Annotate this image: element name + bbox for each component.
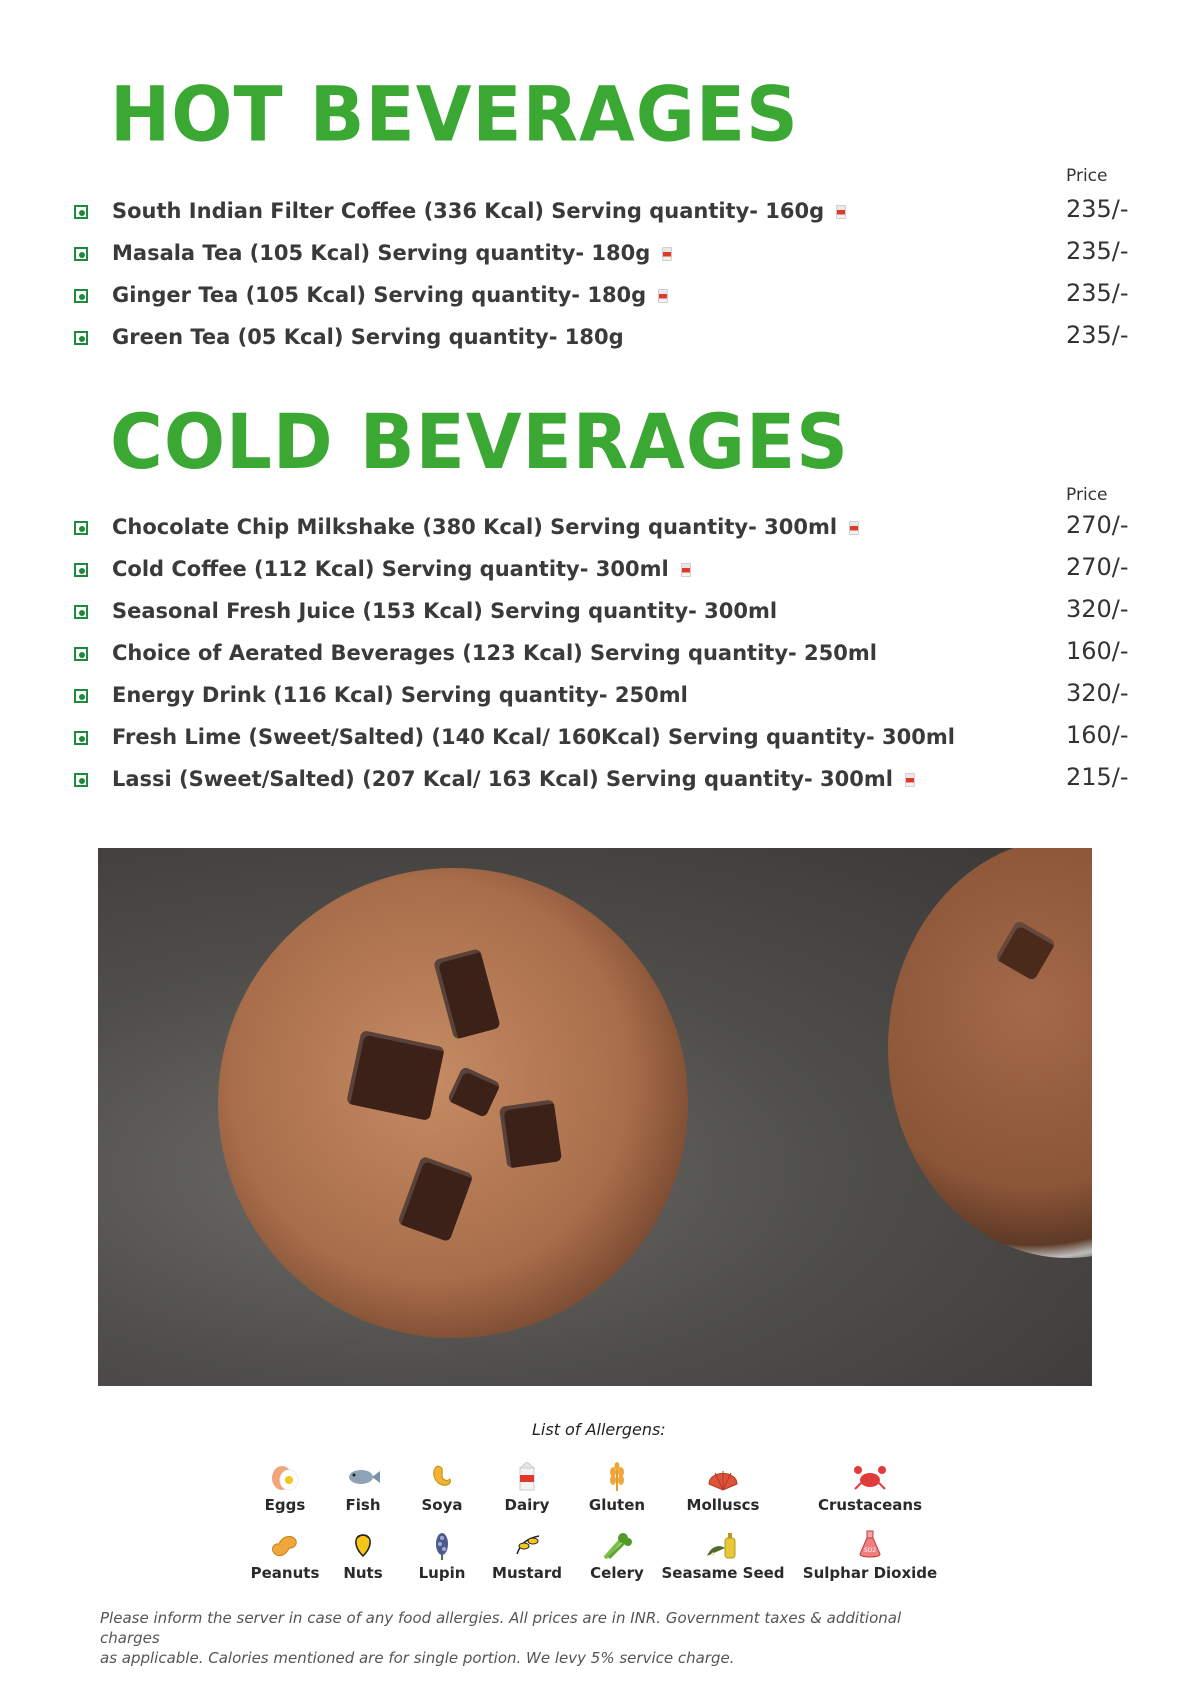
menu-item-price: 215/- [1066, 763, 1129, 791]
veg-mark-icon [74, 205, 88, 219]
allergen-label: Seasame Seed [661, 1564, 785, 1582]
menu-item-line [112, 725, 955, 749]
sesame-oil-icon [705, 1530, 741, 1560]
menu-item-line [112, 683, 688, 707]
menu-item-name: Energy Drink (116 Kcal) Serving quantity- 250ml [112, 683, 688, 707]
menu-item-line [112, 557, 691, 581]
veg-mark-icon [74, 605, 88, 619]
allergen-seasame-seed [648, 1530, 798, 1582]
allergens-title: List of Allergens: [532, 1420, 666, 1439]
wheat-icon [599, 1462, 635, 1492]
veg-mark-icon [74, 647, 88, 661]
cold-beverages-list [74, 509, 1154, 803]
menu-item-price: 160/- [1066, 637, 1129, 665]
veg-mark-icon [74, 563, 88, 577]
menu-item-price: 270/- [1066, 553, 1129, 581]
menu-item-price: 160/- [1066, 721, 1129, 749]
dairy-allergen-icon [658, 289, 668, 303]
allergen-label: Eggs [264, 1496, 306, 1514]
dairy-allergen-icon [836, 205, 846, 219]
veg-mark-icon [74, 289, 88, 303]
menu-item-name: Choice of Aerated Beverages (123 Kcal) Serving quantity- 250ml [112, 641, 877, 665]
menu-item [74, 509, 1154, 551]
flask-icon [852, 1530, 888, 1560]
menu-item-name: South Indian Filter Coffee (336 Kcal) Serving quantity- 160g [112, 199, 825, 223]
menu-item [74, 593, 1154, 635]
menu-item-price: 320/- [1066, 595, 1129, 623]
menu-item [74, 761, 1154, 803]
allergen-label: Fish [345, 1496, 381, 1514]
footnote [100, 1608, 930, 1668]
chocolate-chunk [499, 1099, 562, 1168]
allergen-label: Peanuts [250, 1564, 320, 1582]
cold-price-header: Price [1066, 485, 1108, 505]
menu-item-line [112, 641, 877, 665]
allergen-label: Lupin [418, 1564, 466, 1582]
hot-price-header: Price [1066, 166, 1108, 186]
mustard-icon [509, 1530, 545, 1560]
veg-mark-icon [74, 521, 88, 535]
menu-item [74, 319, 1154, 361]
dairy-allergen-icon [662, 247, 672, 261]
dairy-allergen-icon [849, 521, 859, 535]
footnote-line-2: as applicable. Calories mentioned are for single portion. We levy 5% service charge. [100, 1649, 735, 1667]
svg-text:SO2: SO2 [863, 1547, 877, 1554]
hot-beverages-title: HOT BEVERAGES [110, 69, 799, 159]
menu-item-price: 320/- [1066, 679, 1129, 707]
dairy-allergen-icon [681, 563, 691, 577]
menu-item-name: Green Tea (05 Kcal) Serving quantity- 180g [112, 325, 624, 349]
menu-item-price: 270/- [1066, 511, 1129, 539]
menu-item-line [112, 283, 668, 307]
allergen-label: Crustaceans [817, 1496, 923, 1514]
hot-beverages-list [74, 193, 1154, 361]
allergen-label: Soya [421, 1496, 463, 1514]
menu-item-price: 235/- [1066, 279, 1129, 307]
menu-item-name: Lassi (Sweet/Salted) (207 Kcal/ 163 Kcal) Serving quantity- 300ml [112, 767, 893, 791]
veg-mark-icon [74, 689, 88, 703]
cold-beverages-title: COLD BEVERAGES [110, 397, 850, 487]
menu-item [74, 193, 1154, 235]
shell-icon [705, 1462, 741, 1492]
menu-item-name: Ginger Tea (105 Kcal) Serving quantity- 180g [112, 283, 647, 307]
allergen-crustaceans [795, 1462, 945, 1514]
veg-mark-icon [74, 731, 88, 745]
allergen-label: Mustard [492, 1564, 562, 1582]
menu-item-line [112, 241, 672, 265]
menu-item [74, 277, 1154, 319]
allergen-sulphar-dioxide [795, 1530, 945, 1582]
menu-item-name: Seasonal Fresh Juice (153 Kcal) Serving quantity- 300ml [112, 599, 778, 623]
veg-mark-icon [74, 773, 88, 787]
menu-item-price: 235/- [1066, 321, 1129, 349]
menu-item-line [112, 199, 846, 223]
menu-item-line [112, 767, 915, 791]
crab-icon [852, 1462, 888, 1492]
allergen-label: Celery [590, 1564, 644, 1582]
allergen-label: Molluscs [686, 1496, 760, 1514]
second-milkshake-glass [888, 848, 1092, 1258]
footnote-line-1: Please inform the server in case of any food allergies. All prices are in INR. Government taxes & additional charges [100, 1609, 902, 1647]
veg-mark-icon [74, 247, 88, 261]
menu-item [74, 677, 1154, 719]
celery-icon [599, 1530, 635, 1560]
allergen-molluscs [648, 1462, 798, 1514]
menu-item-price: 235/- [1066, 237, 1129, 265]
menu-item [74, 235, 1154, 277]
veg-mark-icon [74, 331, 88, 345]
allergen-label: Nuts [343, 1564, 383, 1582]
menu-item [74, 719, 1154, 761]
menu-item-line [112, 325, 624, 349]
menu-item [74, 635, 1154, 677]
allergen-label: Gluten [588, 1496, 646, 1514]
allergen-label: Sulphar Dioxide [802, 1564, 938, 1582]
menu-item-name: Chocolate Chip Milkshake (380 Kcal) Serving quantity- 300ml [112, 515, 838, 539]
milkshake-photo [98, 848, 1092, 1386]
menu-item-name: Fresh Lime (Sweet/Salted) (140 Kcal/ 160Kcal) Serving quantity- 300ml [112, 725, 955, 749]
dairy-allergen-icon [905, 773, 915, 787]
allergen-label: Dairy [504, 1496, 550, 1514]
milk-carton-icon [509, 1462, 545, 1492]
menu-item-name: Masala Tea (105 Kcal) Serving quantity- 180g [112, 241, 651, 265]
menu-item-line [112, 515, 859, 539]
menu-item-name: Cold Coffee (112 Kcal) Serving quantity- 300ml [112, 557, 669, 581]
menu-item [74, 551, 1154, 593]
menu-item-price: 235/- [1066, 195, 1129, 223]
menu-item-line [112, 599, 777, 623]
